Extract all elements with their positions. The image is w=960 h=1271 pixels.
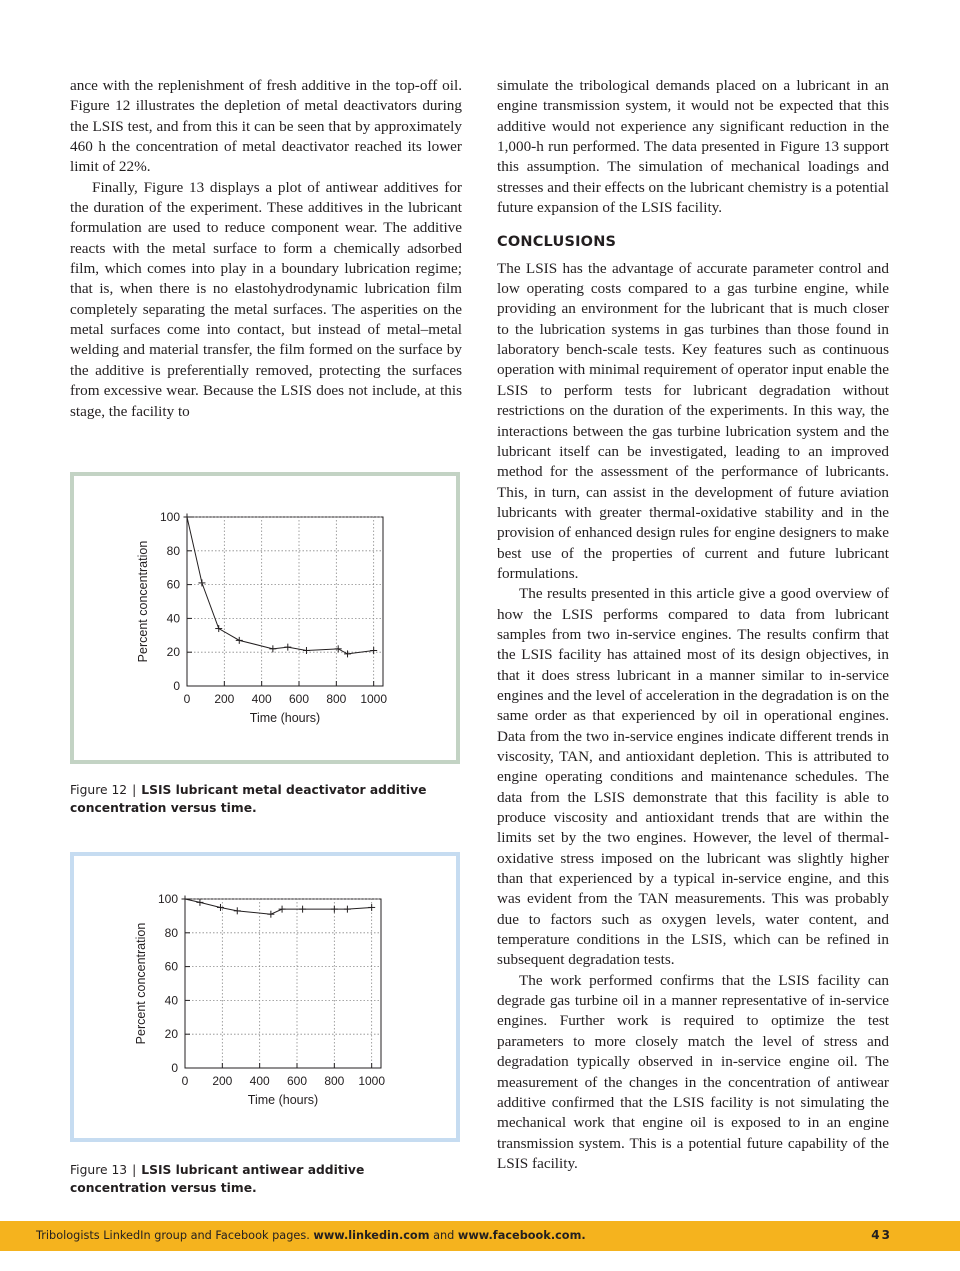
data-point [344,650,351,657]
figure-12-caption [70,781,464,817]
series-line [187,517,374,654]
footer-text [36,1229,586,1242]
x-axis-title: Time (hours) [247,1093,319,1107]
x-tick-label: 1000 [358,1074,386,1088]
paragraph: The work performed confirms that the LSIS facility can degrade gas turbine oil in a manner representative of in-service engines. Further work is required to optimize the test parameters to more closely match the level of stress and degradation typically observed in in-service engine oil. The measurement of the changes in the concentration of antiwear additive confirmed that the LSIS facility is not simulating the mechanical work that engine oil is exposed to in an engine transmission system. This is a potential future capability of the LSIS facility. [497,971,889,1172]
data-point [267,911,274,918]
figure-label: Figure 13 [70,1163,128,1177]
figure-12-plot [74,476,456,760]
data-point [344,906,351,913]
x-tick-label: 800 [326,692,347,706]
figure-13-caption [70,1161,464,1197]
x-tick-label: 0 [181,1074,189,1088]
data-point [184,514,191,521]
data-point [236,637,243,644]
series-line [185,899,372,914]
y-axis-title: Percent concentration [136,540,150,663]
figure-13-chart [70,852,460,1142]
data-point [335,645,342,652]
x-tick-label: 800 [324,1074,345,1088]
data-point [370,647,377,654]
x-tick-label: 0 [183,692,191,706]
y-tick-label: 60 [164,959,178,974]
footer-bar [0,1221,960,1251]
y-tick-label: 80 [164,925,178,940]
right-column [497,76,889,1174]
data-point [234,907,241,914]
paragraph: Finally, Figure 13 displays a plot of antiwear additives for the duration of the experiment. These additives in the lubricant formulation are used to reduce component wear. The additive reacts with the metal surface to form a chemically adsorbed film, which comes into play in a boundary lubrication regime; that is, when there is no elastohydrodynamic lubrication film completely separating the metal surfaces. The asperities on the metal surfaces come into contact, but instead of metal–metal welding and material transfer, the film formed on the surface by the additive is preferentially removed, protecting the surfaces from excessive wear. Because the LSIS does not include, at this stage, the facility to [70,178,462,420]
y-tick-label: 100 [157,892,178,906]
figure-13-plot [74,856,456,1138]
figure-12-chart [70,472,460,764]
y-tick-label: 60 [166,577,180,592]
y-tick-label: 20 [166,645,180,660]
x-tick-label: 400 [249,1074,270,1088]
footer-message: Tribologists LinkedIn group and Facebook pages. [36,1229,310,1242]
caption-separator: | [132,783,137,797]
x-tick-label: 200 [214,692,235,706]
data-point [303,647,310,654]
figure-label: Figure 12 [70,783,128,797]
y-axis-title: Percent concentration [134,922,148,1045]
y-tick-label: 20 [164,1027,178,1042]
y-tick-label: 0 [171,1061,178,1075]
left-column [70,76,462,422]
data-point [198,579,205,586]
page-number: 43 [871,1228,892,1242]
y-tick-label: 40 [164,993,178,1008]
data-point [269,645,276,652]
data-point [196,899,203,906]
x-tick-label: 200 [212,1074,233,1088]
paragraph: simulate the tribological demands placed on a lubricant in an engine transmission system, it would not be expected that this additive would not experience any significant reduction in the 1,000-h run performed. The data presented in Figure 13 support this assumption. The simulation of mechanical loadings and stresses and their effects on the lubricant chemistry is a potential future expansion of the LSIS facility. [497,77,889,217]
y-tick-label: 40 [166,611,180,626]
x-tick-label: 400 [251,692,272,706]
plot-frame [187,517,383,686]
data-point [182,896,189,903]
caption-separator: | [132,1163,137,1177]
data-point [284,644,291,651]
caption-text: LSIS lubricant antiwear additive concentration versus time. [70,1163,365,1195]
data-point [331,906,338,913]
linkedin-link[interactable]: www.linkedin.com [313,1229,430,1242]
data-point [299,906,306,913]
facebook-link[interactable]: www.facebook.com [457,1229,582,1242]
x-tick-label: 600 [288,692,310,706]
y-tick-label: 100 [159,510,180,524]
x-tick-label: 1000 [360,692,388,706]
paragraph: ance with the replenishment of fresh additive in the top-off oil. Figure 12 illustrates the depletion of metal deactivators during the LSIS test, and from this it can be seen that by approximately 460 h the concentration of metal deactivator reached its lower limit of 22%. [70,77,462,176]
data-point [217,904,224,911]
x-tick-label: 600 [286,1074,308,1088]
data-point [368,904,375,911]
plot-frame [185,899,381,1068]
y-tick-label: 80 [166,543,180,558]
y-tick-label: 0 [173,679,180,693]
footer-and: and [433,1229,455,1242]
data-point [215,625,222,632]
x-axis-title: Time (hours) [249,711,321,725]
footer-period: . [581,1229,586,1242]
section-heading: CONCLUSIONS [497,234,617,251]
data-point [279,906,286,913]
caption-text: LSIS lubricant metal deactivator additive concentration versus time. [70,783,427,815]
paragraph: The LSIS has the advantage of accurate parameter control and low operating costs compared to a gas turbine engine, while providing an environment for the lubricant that is much closer to the lubrication systems in gas turbines than those found in laboratory bench-scale tests. Key features such as continuous operation with minimal requirement of operator input enable the LSIS to perform tests for lubricant degradation without restrictions on the duration of the experiments. In this way, the interactions between the gas turbine lubrication system and the lubricant itself can be investigated, leading to an improved method for the assessment of the performance of lubricants. This, in turn, can assist in the development of future aviation lubricants with greater thermal-oxidative stability and in the provision of enhanced design rules for engine designers to make best use of the properties of current and future lubricant formulations. [497,259,889,582]
paragraph: The results presented in this article give a good overview of how the LSIS performs compared to data from lubricant samples from two in-service engines. The results confirm that the LSIS facility has attained most of its design objectives, in that it does stress lubricant in a manner similar to in-service engines and the level of acceleration in the degradation is on the same order as that experienced by oil in operational engines. Data from the two in-service engines indicate different trends in viscosity, TAN, and antioxidant depletion. This is attributed to engine operating conditions and maintenance schedules. The data from the LSIS demonstrate that this facility is able to produce viscosity and antioxidant trends that are within the limits set by the two engines. However, the level of thermal-oxidative stress imposed on the lubricant was slightly higher than that experienced by a typical in-service engine, and this was evident from the TAN measurements. This was probably due to factors such as oxygen levels, water content, and temperature conditions in the LSIS, which can be refined in subsequent degradation tests. [497,585,889,969]
